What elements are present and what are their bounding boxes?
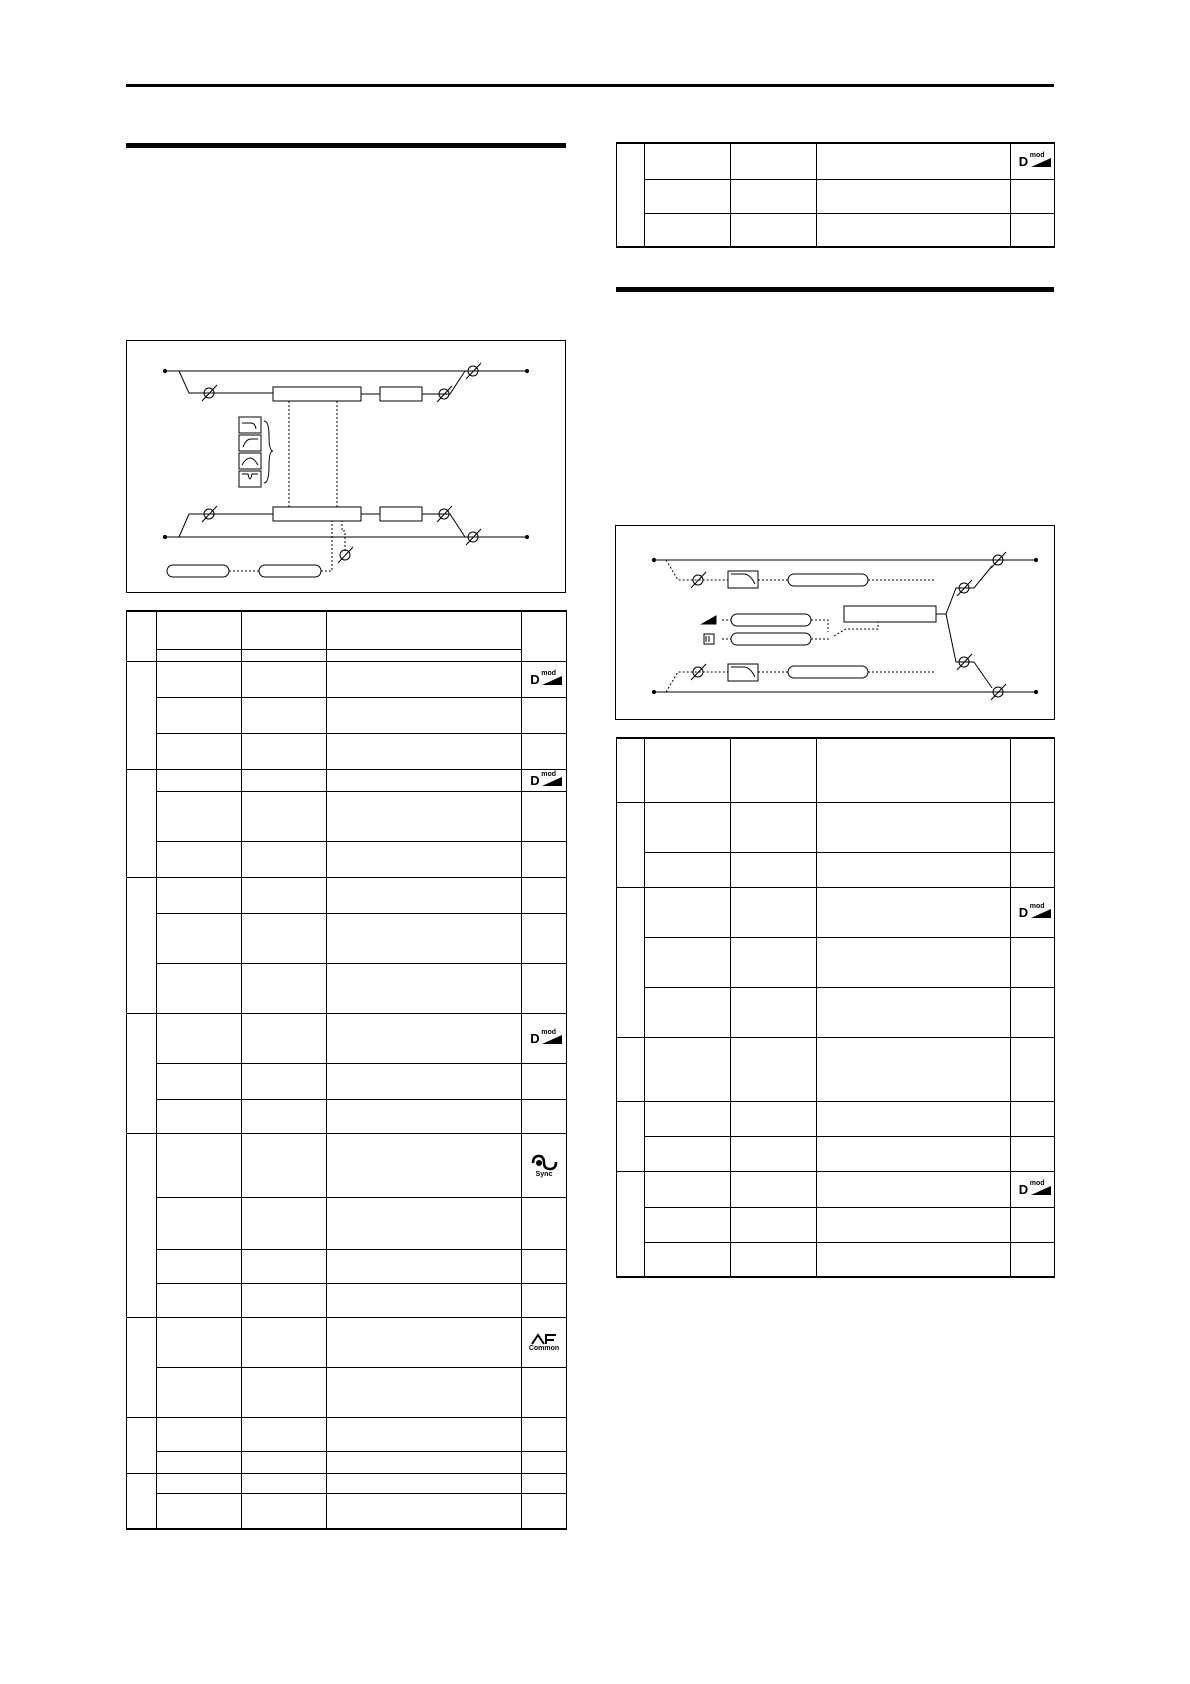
table-row (127, 877, 567, 913)
left-signal-flow-diagram (126, 340, 566, 593)
table-row (127, 611, 567, 649)
table-row (127, 841, 567, 877)
dmod-badge-cell (522, 769, 567, 791)
table-row (127, 1417, 567, 1451)
right-bottom-parameter-table (616, 737, 1055, 1278)
table-row (127, 769, 567, 791)
dmod-badge-cell (522, 661, 567, 697)
table-row (127, 1133, 567, 1197)
table-row (617, 1037, 1055, 1101)
dmod-icon: D mod (1019, 906, 1046, 919)
right-diagram-svg (616, 526, 1054, 719)
table-row (127, 661, 567, 697)
table-row (127, 791, 567, 841)
right-section-heading-rule (616, 287, 1054, 292)
dmod-badge-cell (1011, 143, 1055, 179)
table-row (617, 213, 1055, 247)
page-header-rule (126, 84, 1054, 87)
table-row (127, 1317, 567, 1367)
table-row (127, 913, 567, 963)
table-row (617, 887, 1055, 937)
left-parameter-table (126, 610, 567, 1530)
table-row (127, 733, 567, 769)
dmod-badge-cell (1011, 887, 1055, 937)
table-row (617, 1171, 1055, 1207)
table-row (617, 1136, 1055, 1171)
table-row (127, 1063, 567, 1099)
dmod-icon: D mod (530, 774, 557, 787)
tempo-sync-icon: Sync (530, 1153, 558, 1178)
table-row (127, 1367, 567, 1417)
table-row (127, 697, 567, 733)
table-row (617, 1101, 1055, 1136)
left-section-heading-rule (126, 143, 566, 148)
table-row (617, 802, 1055, 852)
table-row (127, 1493, 567, 1529)
table-row (617, 852, 1055, 887)
table-row (617, 987, 1055, 1037)
left-diagram-svg (127, 341, 565, 592)
table-row (617, 1207, 1055, 1242)
table-row (127, 963, 567, 1013)
dmod-badge-cell (1011, 1171, 1055, 1207)
table-row (127, 1197, 567, 1249)
table-row (127, 1283, 567, 1317)
table-row (617, 738, 1055, 802)
fx-common-icon: Common (529, 1333, 559, 1352)
table-row (617, 1242, 1055, 1277)
table-row (127, 1473, 567, 1493)
table-row (127, 1099, 567, 1133)
right-top-parameter-table (616, 142, 1055, 248)
table-row (127, 649, 567, 661)
table-row (127, 1451, 567, 1473)
right-signal-flow-diagram (615, 525, 1055, 720)
dmod-icon: D mod (1019, 1183, 1046, 1196)
table-row (617, 937, 1055, 987)
table-row (127, 1013, 567, 1063)
dmod-icon: D mod (1019, 155, 1046, 168)
dmod-icon: D mod (530, 673, 557, 686)
fx-common-badge-cell (522, 1317, 567, 1367)
table-row (617, 143, 1055, 179)
tempo-badge-cell (522, 1133, 567, 1197)
dmod-badge-cell (522, 1013, 567, 1063)
table-row (617, 179, 1055, 213)
dmod-icon: D mod (530, 1032, 557, 1045)
table-row (127, 1249, 567, 1283)
